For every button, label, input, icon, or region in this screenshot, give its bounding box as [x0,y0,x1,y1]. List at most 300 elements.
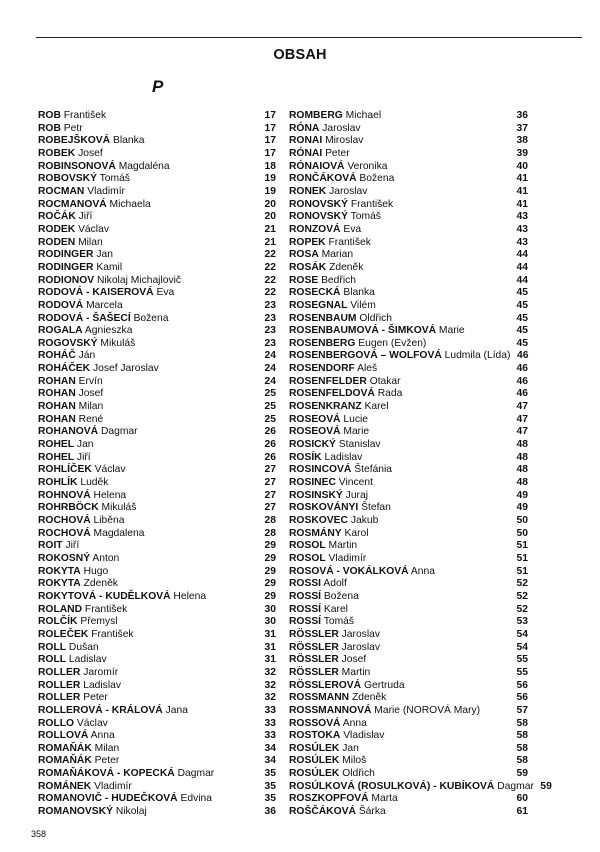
entry-surname: ROSENFELDOVÁ [289,388,375,400]
entry-page-number: 22 [264,274,276,286]
entry-name [289,718,510,731]
entry-given-name: Petr [63,122,83,134]
entry-name [38,464,258,477]
entry-given-name: Marian [321,249,354,261]
entry-surname: ROLČÍK [38,616,78,628]
index-entry [38,313,276,326]
entry-name [289,173,510,186]
entry-given-name: Stanislav [338,439,381,451]
entry-surname: ROSEOVÁ [289,426,341,438]
entry-name [38,604,258,617]
entry-page-number: 52 [516,590,528,602]
entry-given-name: Mikuláš [101,502,137,514]
entry-given-name: Dušan [68,641,99,653]
entry-given-name: Jiří [76,451,91,463]
entry-given-name: Vladimír [94,780,132,792]
entry-surname: ROHLÍČEK [38,464,92,476]
index-entry [38,755,276,768]
index-entry [289,388,528,401]
index-entry [38,325,276,338]
entry-given-name: Ladislav [83,679,121,691]
entry-page-number: 59 [540,780,552,792]
entry-surname: ROLEČEK [38,628,89,640]
entry-given-name: Jaroslav [341,641,380,653]
entry-name [289,680,510,693]
entry-page-number: 27 [264,489,276,501]
entry-page-number: 56 [516,692,528,704]
entry-name [289,275,510,288]
entry-page-number: 46 [516,388,528,400]
index-entry [289,237,528,250]
entry-given-name: Ján [78,350,96,362]
entry-surname: ROLLEROVÁ - KRÁLOVÁ [38,704,163,716]
index-entry [38,135,276,148]
index-entry [289,110,528,123]
entry-surname: ROCHOVÁ [38,527,91,539]
entry-surname: RODINGER [38,261,94,273]
index-column-left [38,110,276,819]
index-entry [38,616,276,629]
entry-page-number: 29 [264,590,276,602]
entry-surname: ROSMÁNY [289,527,342,539]
entry-page-number: 47 [516,426,528,438]
index-entry [38,186,276,199]
entry-given-name: Josef [341,654,367,666]
entry-given-name: Michaela [109,198,151,210]
index-entry [38,173,276,186]
entry-name [38,350,258,363]
index-entry [38,161,276,174]
index-entry [38,110,276,123]
entry-page-number: 33 [264,704,276,716]
entry-page-number: 33 [264,730,276,742]
entry-page-number: 54 [516,641,528,653]
entry-name [289,464,510,477]
entry-page-number: 46 [516,350,529,362]
entry-page-number: 53 [516,616,528,628]
entry-surname: ROIT [38,540,63,552]
entry-surname: ROHEL [38,451,75,463]
entry-name [289,313,510,326]
entry-name [289,477,510,490]
index-entry [38,249,276,262]
entry-page-number: 39 [516,147,528,159]
entry-page-number: 58 [516,755,528,767]
entry-name [38,768,258,781]
entry-given-name: Jaroslav [329,185,368,197]
entry-given-name: Aleš [357,363,378,375]
entry-name [289,692,510,705]
entry-surname: ROHAN [38,388,76,400]
entry-surname: RODEK [38,223,76,235]
entry-name [38,718,258,731]
entry-page-number: 22 [264,249,276,261]
entry-given-name: Dagmar [100,426,138,438]
entry-name [38,426,258,439]
index-entry [289,249,528,262]
entry-surname: ROHAN [38,401,76,413]
entry-surname: ROCMAN [38,185,85,197]
entry-given-name: Karel [364,401,389,413]
entry-name [38,249,258,262]
entry-given-name: Zdeněk [329,261,364,273]
entry-given-name: Ladislav [68,654,107,666]
entry-surname: RONOVSKÝ [289,198,348,210]
entry-page-number: 41 [516,198,528,210]
index-entry [38,540,276,553]
entry-surname: ROHEL [38,439,75,451]
entry-name [289,743,510,756]
index-entry [289,439,528,452]
entry-name [289,768,510,781]
entry-page-number: 61 [516,806,528,818]
page-title: OBSAH [273,47,327,63]
entry-surname: ROSENBAUM [289,312,357,324]
entry-name [38,262,258,275]
entry-name [38,414,258,427]
entry-name [38,642,258,655]
entry-name [289,490,510,503]
entry-given-name: Helena [173,590,207,602]
index-entry [289,629,528,642]
entry-name [38,211,258,224]
entry-surname: ROPEK [289,236,326,248]
entry-surname: ROSSOVÁ [289,717,341,729]
entry-surname: ROSENFELDER [289,375,367,387]
entry-given-name: František [350,198,394,210]
entry-page-number: 44 [516,261,528,273]
entry-page-number: 50 [516,515,528,526]
index-entry [289,680,528,693]
entry-surname: ROSÚLEK [289,755,340,767]
entry-page-number: 22 [264,287,276,299]
entry-page-number: 36 [264,806,276,818]
index-entry [38,452,276,465]
entry-name [38,705,258,718]
index-entry [289,414,528,427]
entry-given-name: Blanka [343,287,375,299]
entry-surname: RÖSSLER [289,654,339,666]
entry-page-number: 20 [264,211,276,223]
entry-surname: ROŠČÁKOVÁ [289,806,356,818]
index-entry [38,680,276,693]
entry-name [38,325,258,338]
entry-surname: RODEN [38,236,76,248]
entry-name [38,439,258,452]
entry-page-number: 29 [264,540,276,552]
entry-page-number: 48 [516,464,528,476]
entry-page-number: 24 [264,350,276,362]
entry-surname: RÖSSLER [289,641,339,653]
index-entry [38,629,276,642]
entry-surname: ROMAŇÁK [38,742,92,754]
entry-surname: ROSSÍ [289,616,322,628]
entry-given-name: Jiří [78,211,93,223]
entry-name [289,793,510,806]
entry-given-name: Zdeněk [83,578,118,590]
entry-page-number: 58 [516,730,528,742]
entry-page-number: 47 [516,413,528,425]
index-entry [38,363,276,376]
entry-name [289,325,510,338]
entry-given-name: Lucie [343,413,368,425]
entry-given-name: Václav [78,223,109,235]
entry-name [289,566,510,579]
index-entry [38,148,276,161]
entry-given-name: Milan [78,236,103,248]
entry-given-name: František [328,236,371,248]
entry-page-number: 56 [516,679,528,691]
entry-surname: ROSECKÁ [289,287,341,299]
entry-page-number: 43 [516,223,528,235]
entry-name [289,642,510,655]
entry-given-name: Blanka [112,135,145,147]
entry-given-name: Peter [325,147,350,159]
index-entry [38,464,276,477]
index-entry [289,642,528,655]
index-entry [38,806,276,819]
entry-name [289,262,510,275]
entry-name [289,502,510,515]
entry-surname: ROHLÍK [38,477,78,489]
index-entry [289,553,528,566]
entry-page-number: 34 [264,742,276,754]
entry-surname: ROBEK [38,147,76,159]
index-entry [38,528,276,541]
entry-name [289,350,510,363]
entry-name [289,540,510,553]
entry-page-number: 48 [516,477,528,489]
entry-given-name: Dagmar [497,780,534,792]
entry-surname: ROMANOVIČ - HUDEČKOVÁ [38,793,178,805]
index-entry [289,578,528,591]
entry-name [38,224,258,237]
entry-page-number: 26 [264,426,276,438]
entry-name [38,186,258,199]
entry-name [38,300,258,313]
entry-given-name: Adolf [323,578,347,590]
entry-given-name: František [63,110,107,121]
index-entry [289,452,528,465]
entry-given-name: Vladimír [328,552,367,564]
entry-page-number: 41 [516,185,528,197]
entry-surname: ROMÁNEK [38,780,92,792]
entry-name [38,578,258,591]
entry-name [289,515,510,528]
index-entry [289,692,528,705]
entry-page-number: 30 [264,616,276,628]
index-entry [289,287,528,300]
index-entry [38,553,276,566]
entry-name [38,566,258,579]
entry-page-number: 58 [516,742,528,754]
index-entry [289,806,528,819]
entry-given-name: Tomáš [350,211,381,223]
index-entry [38,224,276,237]
entry-page-number: 45 [516,337,528,349]
entry-page-number: 24 [264,363,276,375]
entry-surname: ROBINSONOVÁ [38,160,116,172]
index-entry [38,793,276,806]
entry-surname: ROSSI [289,578,322,590]
entry-page-number: 31 [264,628,276,640]
entry-name [38,502,258,515]
index-entry [38,300,276,313]
entry-surname: ROSENBAUMOVÁ - ŠIMKOVÁ [289,325,437,337]
entry-given-name: Václav [94,464,126,476]
index-entry [289,477,528,490]
entry-page-number: 32 [264,679,276,691]
entry-given-name: Marie (NOROVÁ Mary) [374,704,481,716]
index-entry [289,502,528,515]
index-entry [289,540,528,553]
entry-surname: RÖSSLEROVÁ [289,679,362,691]
entry-surname: ROHÁČ [38,350,76,362]
entry-page-number: 58 [516,717,528,729]
entry-surname: ROLAND [38,603,83,615]
entry-page-number: 48 [516,451,528,463]
index-entry [289,350,528,363]
entry-given-name: Miloš [342,755,367,767]
index-entry [289,426,528,439]
entry-given-name: Božena [133,312,169,324]
entry-page-number: 29 [264,578,276,590]
index-entry [289,718,528,731]
entry-surname: ROSENDORF [289,363,355,375]
entry-name [289,211,510,224]
index-entry [289,123,528,136]
entry-name [38,452,258,465]
index-entry [289,262,528,275]
index-entry [289,186,528,199]
entry-surname: ROSSMANN [289,692,350,704]
entry-given-name: Eva [156,287,175,299]
entry-name [38,287,258,300]
index-entry [38,692,276,705]
index-entry [289,401,528,414]
entry-surname: ROSÁK [289,261,327,273]
entry-given-name: Jan [342,742,359,754]
entry-page-number: 43 [516,211,528,223]
entry-given-name: Vincent [338,477,373,489]
entry-name [289,667,510,680]
entry-given-name: Edvina [180,793,212,805]
entry-page-number: 23 [264,312,276,324]
entry-surname: ROSINCOVÁ [289,464,352,476]
entry-name [289,452,510,465]
entry-name [38,553,258,566]
entry-surname: RODOVÁ [38,299,84,311]
index-entry [289,780,552,794]
entry-given-name: Karel [323,603,348,615]
entry-name [289,186,510,199]
entry-page-number: 35 [264,793,276,805]
entry-surname: ROMAŇÁKOVÁ - KOPECKÁ [38,768,175,780]
index-entry [289,376,528,389]
entry-page-number: 50 [516,527,528,539]
index-entry [289,161,528,174]
index-entry [38,515,276,528]
index-entry [38,287,276,300]
entry-surname: ROLLER [38,679,81,691]
entry-page-number: 37 [516,122,528,134]
entry-surname: ROSOL [289,540,326,552]
entry-surname: RÓNAI [289,147,323,159]
entry-page-number: 17 [264,110,276,121]
entry-name [289,426,510,439]
index-entry [38,350,276,363]
entry-given-name: Marie [438,325,465,337]
entry-surname: ROMBERG [289,110,343,121]
entry-surname: ROHNOVÁ [38,489,91,501]
index-entry [38,414,276,427]
entry-given-name: Jan [76,439,94,451]
entry-surname: ROČÁK [38,211,76,223]
entry-name [38,730,258,743]
entry-page-number: 60 [516,793,528,805]
index-entry [38,123,276,136]
index-entry [38,743,276,756]
entry-surname: ROKYTOVÁ - KUDĚLKOVÁ [38,590,171,602]
index-entry [289,616,528,629]
entry-name [38,629,258,642]
entry-given-name: Oldřich [359,312,393,324]
entry-name [38,123,258,136]
entry-surname: ROGOVSKÝ [38,337,98,349]
entry-given-name: Jakub [350,515,379,526]
entry-name [38,755,258,768]
entry-page-number: 19 [264,185,276,197]
index-entry [38,426,276,439]
entry-name [289,578,510,591]
entry-surname: ROCHOVÁ [38,515,91,526]
entry-surname: ROLLOVÁ [38,730,89,742]
index-entry [38,566,276,579]
entry-given-name: Michael [345,110,382,121]
entry-name [38,781,258,794]
entry-name [289,414,510,427]
entry-surname: ROSSMANNOVÁ [289,704,372,716]
index-entry [38,477,276,490]
entry-given-name: František [84,603,128,615]
index-entry [38,730,276,743]
entry-surname: RONČÁKOVÁ [289,173,357,185]
entry-given-name: Tomáš [99,173,130,185]
entry-name [38,743,258,756]
entry-given-name: Ladislav [324,451,363,463]
entry-name [289,300,510,313]
entry-surname: ROSOVÁ - VOKÁLKOVÁ [289,565,409,577]
entry-given-name: Jana [165,704,188,716]
entry-name [289,705,510,718]
index-entry [38,439,276,452]
entry-surname: ROSICKÝ [289,439,336,451]
index-entry [289,667,528,680]
entry-surname: ROSEOVÁ [289,413,341,425]
entry-name [38,806,258,819]
entry-surname: ROSÍK [289,451,322,463]
index-entry [38,667,276,680]
entry-name [38,135,258,148]
entry-surname: ROSE [289,274,319,286]
entry-surname: ROKYTA [38,578,81,590]
entry-page-number: 31 [264,641,276,653]
entry-given-name: Eva [343,223,362,235]
entry-surname: ROSINEC [289,477,336,489]
entry-surname: ROSSÍ [289,603,322,615]
index-entry [289,515,528,528]
entry-name [289,439,510,452]
